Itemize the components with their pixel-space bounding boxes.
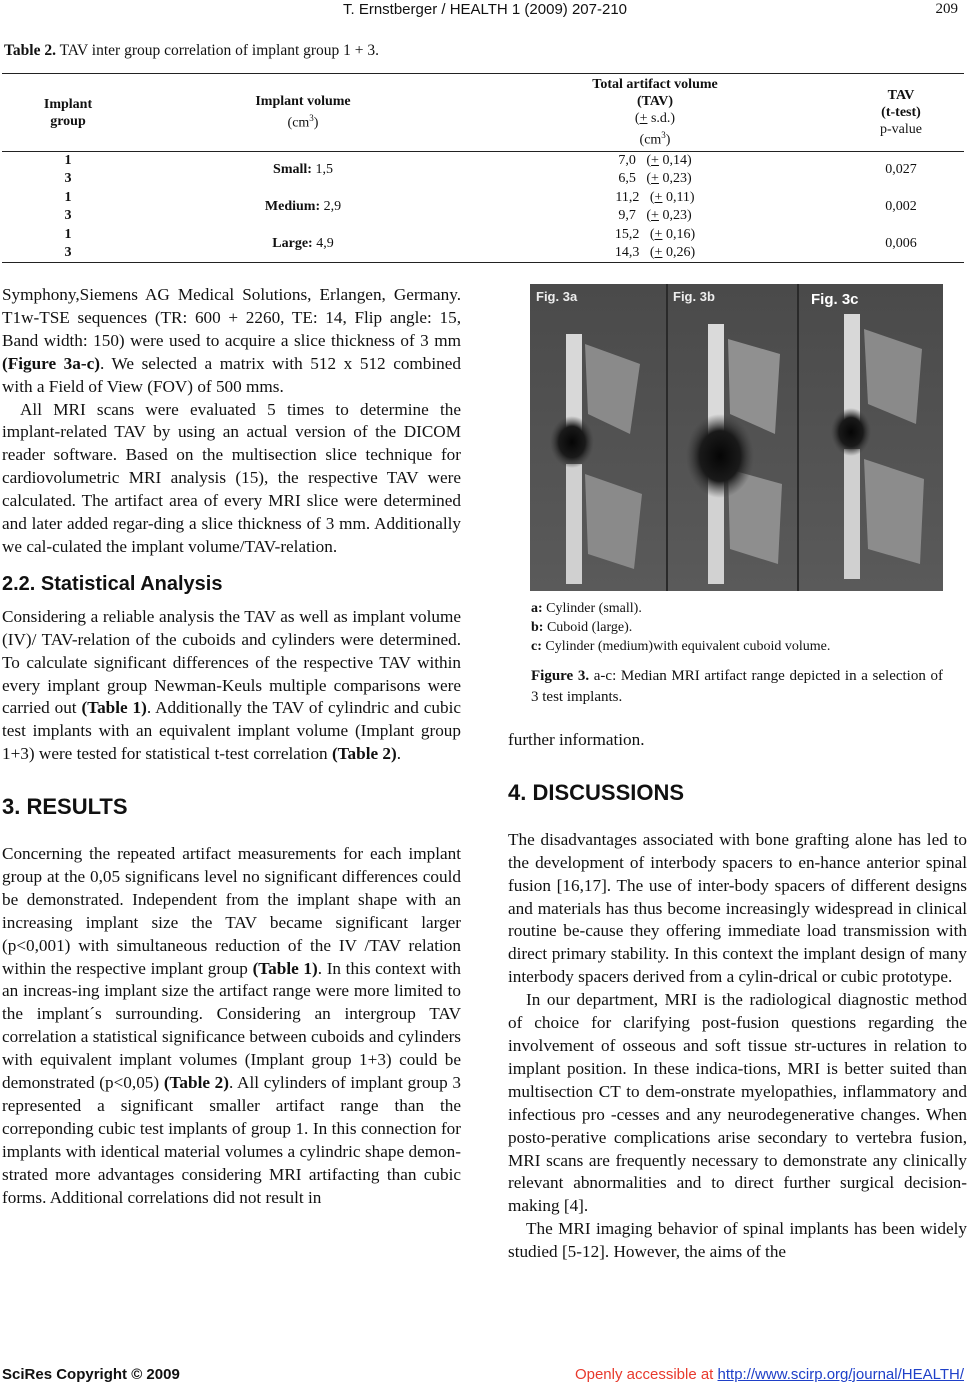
paragraph (2, 843, 461, 1210)
figure-legend (531, 599, 951, 656)
volume-cell (134, 152, 472, 189)
group-cell (2, 189, 134, 226)
header-text: group (50, 113, 86, 129)
table-reference: (Table 2) (331, 744, 397, 764)
panel-label-c: Fig. 3c (811, 291, 859, 308)
volume-cell (134, 189, 472, 226)
panel-label-a: Fig. 3a (536, 289, 578, 304)
header-text: (cm (287, 115, 310, 131)
table-caption (4, 42, 379, 60)
page-number: 209 (935, 1, 958, 17)
table-row (2, 226, 964, 263)
header-text: TAV (887, 88, 915, 103)
figure-caption-text: a-c: Median MRI artifact range depicted in a selection of 3 test implants. (531, 668, 943, 705)
group-value: 3 (64, 208, 72, 223)
paragraph: The MRI imaging behavior of spinal implants has been widely studied [5-12]. However, the aims of the (508, 1219, 967, 1262)
paren: ( (649, 190, 655, 205)
paren: ( (649, 226, 655, 242)
header-text: ) (665, 132, 671, 148)
mri-image (530, 284, 943, 591)
sd-value: 0,23) (662, 208, 692, 223)
legend-text: Cylinder (medium)with equivalent cuboid volume. (541, 639, 831, 654)
paren: ( (646, 153, 652, 169)
plus-minus-symbol: + (654, 226, 663, 242)
paragraph (2, 606, 461, 766)
table-header-row (2, 74, 964, 152)
section-heading-discussions: 4. DISCUSSIONS (508, 779, 685, 805)
figure-reference: (Figure 3a-c) (2, 353, 100, 373)
figure-caption-label: Figure 3. (531, 668, 590, 684)
paragraph: The disadvantages associated with bone grafting alone has led to the development of interbody spacers to en-hance anterior spinal fusion [16,17]. The use of inter-body spacers of different designs and materials has thus become increasingly widespread in clinical routine be-cause they offering immediate load transmission with direct primary stability. In this context the implant design of many interbody spacers derived from a cylin-drical or cubic prototype. (508, 829, 967, 987)
table-reference: (Table 2) (163, 1073, 229, 1093)
group-cell (2, 226, 134, 263)
header-sup: 3 (309, 113, 314, 124)
header-text: (cm (639, 132, 662, 148)
section-heading-statistical-analysis: 2.2. Statistical Analysis (2, 572, 223, 595)
open-access-notice (575, 1366, 964, 1383)
tav-value: 7,0 (618, 153, 636, 169)
header-text: p-value (880, 122, 922, 137)
header-text: (TAV) (636, 94, 674, 110)
text: . (396, 744, 402, 764)
sd-value: 0,16) (665, 226, 696, 242)
paren: ( (646, 171, 652, 187)
tav-cell (472, 226, 838, 263)
legend-item (531, 637, 951, 656)
text: . In this context with an increas-ing implant size the artifact range were more limited to the implant´s surrounding. Considering an intergroup TAV correlation a statistical significance between cuboids and cylinders with equivalent implant volumes (Implant group 1+3) could be demonstrated (p<0,05) (2, 958, 461, 1093)
group-value: 3 (64, 244, 72, 260)
tav-table (2, 73, 964, 263)
sd-value: 0,23) (662, 171, 692, 187)
sd-value: 0,11) (665, 190, 695, 205)
table-caption-label: Table 2. (4, 42, 56, 59)
plus-minus-symbol: + (654, 244, 663, 260)
paragraph: further information. (508, 730, 645, 749)
text: Symphony,Siemens AG Medical Solutions, Erlangen, Germany. T1w-TSE sequences (TR: 600 + 2260, TE: 14, Flip angle: 15, Band width: 150) were used to acquire a slice thickness of 3 mm (2, 285, 461, 350)
group-value: 3 (64, 171, 72, 187)
pvalue-cell: 0,027 (885, 162, 917, 178)
figure-caption (531, 666, 943, 708)
paragraph: All MRI scans were evaluated 5 times to determine the implant-related TAV by using an actual version of the DICOM reader software. Based on the multisection slice technique for cardiovolumetric MRI analysis (15), the respective TAV were calculated. The artifact area of every MRI slice were determined and later added regar-ding a slice thickness of 3 mm. Additionally we cal-culated the implant volume/TAV-relation. (2, 399, 461, 556)
legend-item (531, 618, 951, 637)
tav-value: 11,2 (615, 190, 640, 205)
table-reference: (Table 1) (81, 698, 147, 718)
text: . We selected a matrix with 512 x 512 combined with a Field of View (FOV) of 500 mms. (2, 353, 461, 396)
mri-figure (530, 284, 943, 591)
plus-minus-symbol: + (651, 171, 659, 187)
header-text: ) (313, 115, 319, 131)
header-text: Implant (43, 96, 93, 112)
header-text: ( (634, 111, 640, 127)
text: Considering a reliable analysis the TAV as well as implant volume (IV)/ TAV-relation of the cuboids and cylinders were determined. To calculate significant differences of the respective TAV within every implant group Newman-Keuls multiple comparisons were carried out (2, 606, 461, 718)
tav-value: 15,2 (614, 226, 640, 242)
plus-minus-symbol: + (651, 153, 659, 169)
panel-b (668, 284, 797, 591)
section-heading-results: 3. RESULTS (2, 794, 128, 820)
table-caption-text: TAV inter group correlation of implant group 1 + 3. (55, 42, 380, 59)
panel-a (530, 284, 666, 591)
panel-c (799, 284, 943, 591)
table-row (2, 152, 964, 189)
pvalue-cell: 0,002 (885, 199, 917, 214)
journal-link[interactable]: http://www.scirp.org/journal/HEALTH/ (717, 1366, 964, 1383)
paragraph (2, 284, 461, 399)
legend-key: b: (531, 620, 544, 635)
tav-cell (472, 189, 838, 226)
group-value: 1 (64, 153, 72, 169)
col-implant-group (2, 74, 134, 152)
header-sup: 3 (661, 130, 666, 141)
legend-key: a: (531, 601, 543, 616)
tav-value: 14,3 (614, 244, 640, 260)
table-row (2, 189, 964, 226)
group-value: 1 (64, 190, 72, 205)
group-cell (2, 152, 134, 189)
text: . Additionally the TAV of cylindric and cubic test implants with an equivalent implant volume (Implant group 1+3) were tested for statistical t-test correlation (2, 698, 461, 764)
header-text: (t-test) (881, 105, 921, 120)
volume-cell (134, 226, 472, 263)
legend-text: Cylinder (small). (542, 601, 642, 616)
access-text: Openly accessible at (574, 1366, 718, 1383)
paren: ( (646, 208, 652, 223)
panel-label-b: Fig. 3b (673, 289, 715, 304)
sd-value: 0,26) (665, 244, 696, 260)
col-implant-volume (134, 74, 472, 152)
paragraph: In our department, MRI is the radiological diagnostic method of choice for clarifying post-fusion questions regarding the involvement of osseous and soft tissue str-uctures in relation to implant position. In these indica-tions, MRI is better suited than multisection CT to dem-onstrate myelopathies, inflammatory and infectious pro -cesses and any neurodegenerative changes. When posto-perative complications arise secondary to vertebra fusion, MRI scans are frequently necessary to demonstrate any clinically relevant abnormalities and to direct further surgical decision-making [4]. (508, 990, 967, 1216)
size-label: Small: (273, 162, 312, 178)
text: Concerning the repeated artifact measurements for each implant group at the 0,05 significans level no significant differences could be demonstrated. Independent from the implant shape with an increasing implant size the TAV became significant larger (p<0,001) with simultaneous reduction of the IV /TAV relation within the respective implant group (2, 844, 461, 978)
size-label: Large: (272, 235, 313, 251)
copyright-notice: SciRes Copyright © 2009 (2, 1366, 180, 1383)
volume-value: 1,5 (311, 162, 333, 178)
col-total-artifact-volume (472, 74, 838, 152)
plus-minus-symbol: + (651, 208, 659, 223)
running-title: T. Ernstberger / HEALTH 1 (2009) 207-210 (342, 1, 628, 18)
legend-key: c: (531, 639, 542, 654)
header-text: Total artifact volume (592, 77, 718, 93)
sd-value: 0,14) (662, 153, 692, 169)
table-reference: (Table 1) (252, 958, 318, 978)
group-value: 1 (64, 226, 72, 242)
plus-minus-symbol: + (639, 111, 648, 127)
left-column (2, 284, 461, 1210)
pvalue-cell: 0,006 (838, 226, 964, 263)
header-text: s.d.) (647, 111, 676, 127)
paren: ( (649, 244, 655, 260)
running-header (0, 0, 970, 22)
size-label: Medium: (264, 199, 321, 214)
right-column (508, 729, 967, 1264)
legend-text: Cuboid (large). (543, 620, 633, 635)
text: . All cylinders of implant group 3 represented a significant smaller artifact range than the correponding cubic test implants of group 1. In this connection for implants with identical material volumes a cylindric shape demon-strated more advantages considering MRI artifacting than cubic forms. Additional correlations did not result in (2, 1073, 462, 1207)
tav-value: 9,7 (618, 208, 636, 223)
volume-value: 4,9 (312, 235, 334, 251)
tav-cell (472, 152, 838, 189)
volume-value: 2,9 (320, 199, 342, 214)
col-tav-ttest (838, 74, 964, 152)
legend-item (531, 599, 951, 618)
tav-value: 6,5 (618, 171, 636, 187)
plus-minus-symbol: + (654, 190, 663, 205)
header-text: Implant volume (255, 94, 351, 110)
